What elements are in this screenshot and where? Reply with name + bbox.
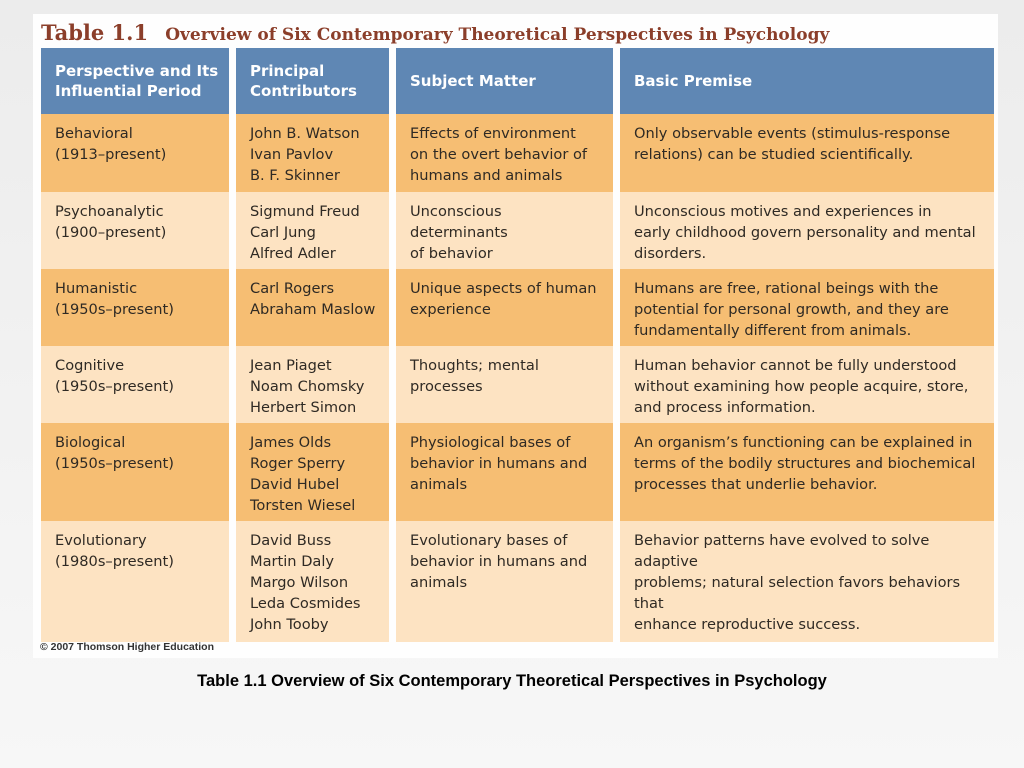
cell-cognitive-subject: Thoughts; mental processes (396, 346, 613, 423)
cell-biological-perspective: Biological (1950s–present) (41, 423, 229, 521)
cell-cognitive-contributors: Jean Piaget Noam Chomsky Herbert Simon (236, 346, 389, 423)
table-title (41, 20, 829, 46)
header-subject-matter: Subject Matter (396, 48, 613, 114)
cell-biological-premise: An organism’s functioning can be explained in terms of the bodily structures and biochemical processes that underlie behavior. (620, 423, 994, 521)
header-perspective: Perspective and Its Influential Period (41, 48, 229, 114)
table-number: Table 1.1 (41, 20, 149, 45)
cell-biological-contributors: James Olds Roger Sperry David Hubel Torsten Wiesel (236, 423, 389, 521)
cell-evolutionary-contributors: David Buss Martin Daly Margo Wilson Leda Cosmides John Tooby (236, 521, 389, 642)
cell-cognitive-premise: Human behavior cannot be fully understood without examining how people acquire, store, and process information. (620, 346, 994, 423)
cell-biological-subject: Physiological bases of behavior in humans and animals (396, 423, 613, 521)
cell-psychoanalytic-contributors: Sigmund Freud Carl Jung Alfred Adler (236, 192, 389, 269)
cell-evolutionary-perspective: Evolutionary (1980s–present) (41, 521, 229, 642)
slide-caption: Table 1.1 Overview of Six Contemporary Theoretical Perspectives in Psychology (197, 672, 827, 690)
cell-humanistic-subject: Unique aspects of human experience (396, 269, 613, 346)
cell-humanistic-contributors: Carl Rogers Abraham Maslow (236, 269, 389, 346)
header-contributors: Principal Contributors (236, 48, 389, 114)
copyright-notice: © 2007 Thomson Higher Education (40, 641, 215, 653)
cell-cognitive-perspective: Cognitive (1950s–present) (41, 346, 229, 423)
table-figure (33, 14, 998, 658)
cell-psychoanalytic-premise: Unconscious motives and experiences in early childhood govern personality and mental disorders. (620, 192, 994, 269)
cell-psychoanalytic-perspective: Psychoanalytic (1900–present) (41, 192, 229, 269)
column-contributors (236, 48, 389, 642)
cell-evolutionary-subject: Evolutionary bases of behavior in humans and animals (396, 521, 613, 642)
cell-humanistic-perspective: Humanistic (1950s–present) (41, 269, 229, 346)
cell-behavioral-premise: Only observable events (stimulus-response relations) can be studied scientifically. (620, 114, 994, 192)
column-subject-matter (396, 48, 613, 642)
cell-humanistic-premise: Humans are free, rational beings with the potential for personal growth, and they are fundamentally different from animals. (620, 269, 994, 346)
cell-behavioral-contributors: John B. Watson Ivan Pavlov B. F. Skinner (236, 114, 389, 192)
table-title-text: Overview of Six Contemporary Theoretical Perspectives in Psychology (165, 25, 830, 45)
column-perspective (41, 48, 229, 642)
cell-behavioral-subject: Effects of environment on the overt behavior of humans and animals (396, 114, 613, 192)
cell-psychoanalytic-subject: Unconscious determinants of behavior (396, 192, 613, 269)
header-basic-premise: Basic Premise (620, 48, 994, 114)
cell-behavioral-perspective: Behavioral (1913–present) (41, 114, 229, 192)
column-basic-premise (620, 48, 994, 642)
cell-evolutionary-premise: Behavior patterns have evolved to solve adaptive problems; natural selection favors behaviors that enhance reproductive success. (620, 521, 994, 642)
